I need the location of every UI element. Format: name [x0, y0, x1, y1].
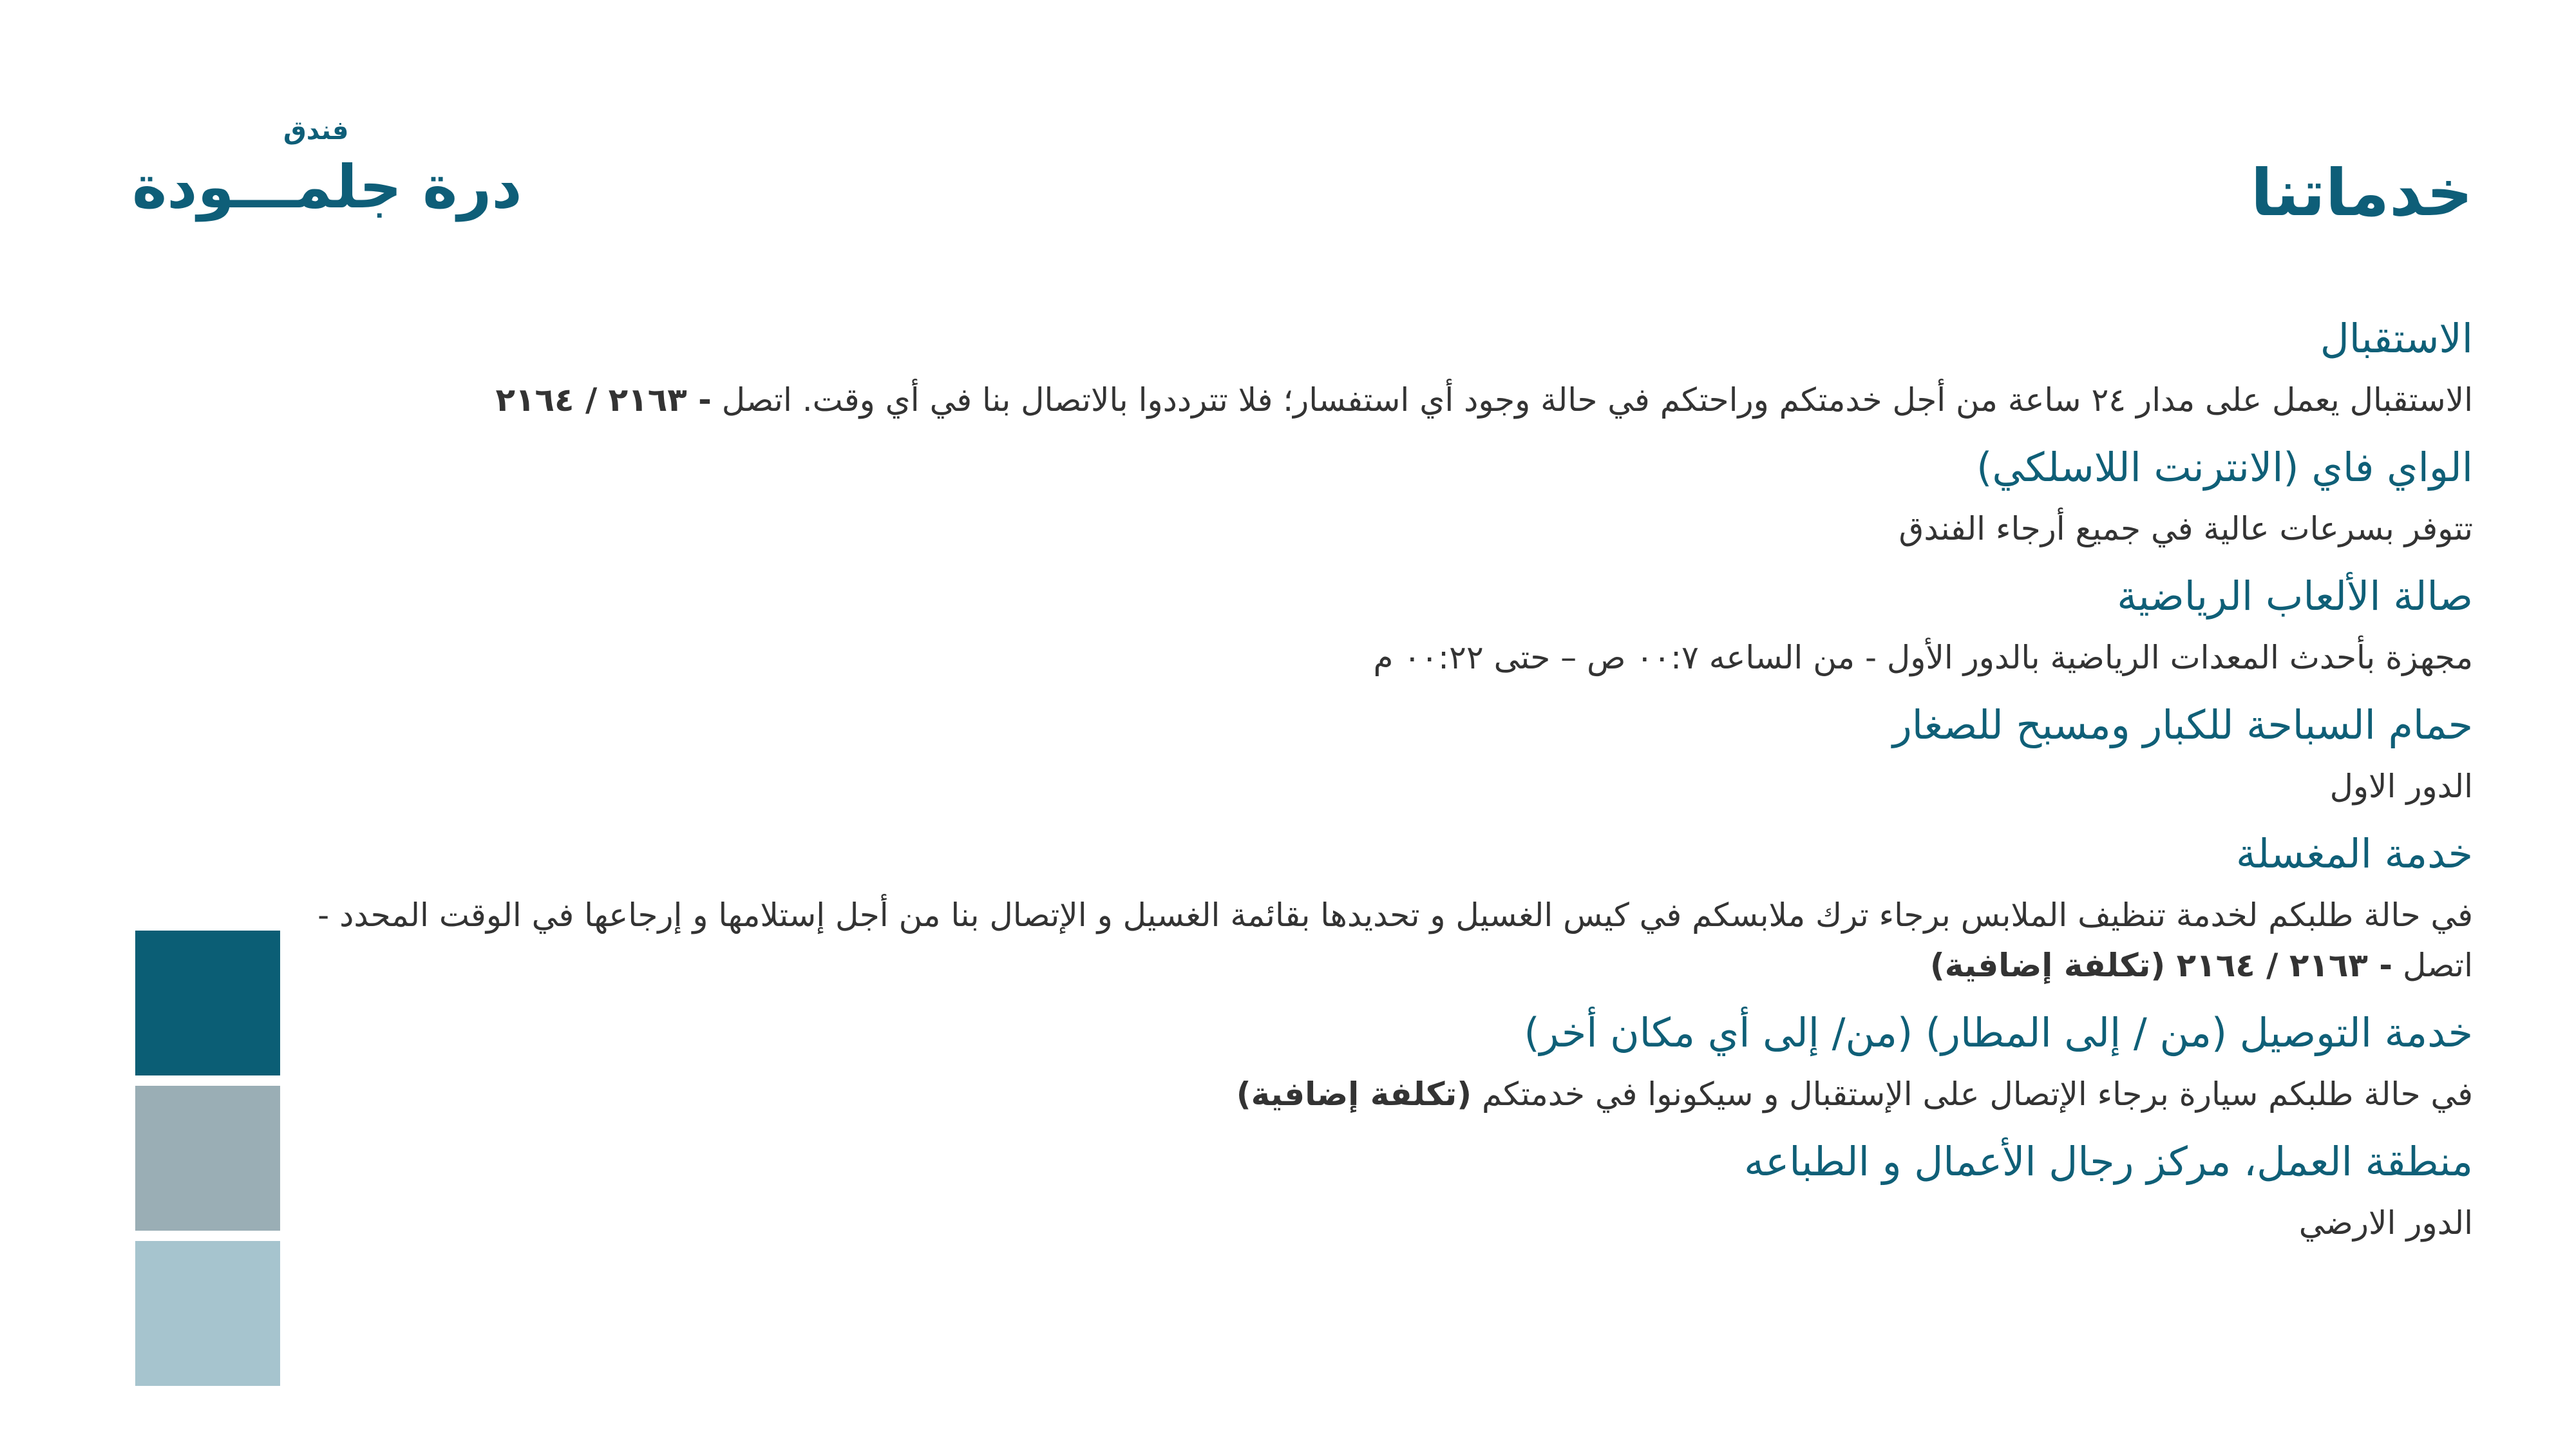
- service-description-text: في حالة طلبكم لخدمة تنظيف الملابس برجاء ترك ملابسكم في كيس الغسيل و تحديدها بقائمة الغسيل و الإتصال بنا من أجل إستلامها و إرجاعها في الوقت المحدد - اتصل: [317, 896, 2473, 984]
- logo-subtitle: فندق: [283, 116, 349, 146]
- service-title: حمام السباحة للكبار ومسبح للصغار: [1892, 701, 2473, 748]
- service-title: خدمة المغسلة: [2236, 830, 2473, 877]
- service-description-emphasis: (تكلفة إضافية): [1236, 1075, 1472, 1113]
- page-title: خدماتنا: [2250, 155, 2473, 231]
- color-swatch: [135, 1086, 280, 1231]
- service-item: [251, 818, 2473, 997]
- service-description: [251, 890, 2473, 997]
- service-description-text: في حالة طلبكم سيارة برجاء الإتصال على الإستقبال و سيكونوا في خدمتكم: [1472, 1075, 2473, 1113]
- service-description-text: الدور الاول: [2329, 768, 2473, 805]
- service-description: [251, 1198, 2473, 1255]
- service-title: صالة الألعاب الرياضية: [2117, 573, 2473, 620]
- service-description-emphasis: - ٢١٦٣ / ٢١٦٤: [495, 381, 712, 419]
- service-description: [251, 504, 2473, 560]
- service-item: [251, 303, 2473, 431]
- service-item: [251, 431, 2473, 560]
- service-item: [251, 689, 2473, 818]
- service-description-text: الاستقبال يعمل على مدار ٢٤ ساعة من أجل خدمتكم وراحتكم في حالة وجود أي استفسار؛ فلا تترددوا بالاتصال بنا في أي وقت. اتصل: [711, 381, 2473, 419]
- service-description: [251, 761, 2473, 818]
- hotel-logo: [132, 113, 522, 242]
- service-item: [251, 560, 2473, 689]
- service-item: [251, 1126, 2473, 1255]
- color-swatch: [135, 1241, 280, 1386]
- service-item: [251, 997, 2473, 1126]
- service-description-emphasis: - ٢١٦٣ / ٢١٦٤ (تكلفة إضافية): [1929, 947, 2393, 984]
- logo-name: درة جلمـــودة: [132, 153, 522, 222]
- service-description-text: الدور الارضي: [2298, 1204, 2473, 1242]
- service-description: [251, 1069, 2473, 1126]
- service-description: [251, 632, 2473, 689]
- color-swatches: [135, 931, 280, 1396]
- service-title: خدمة التوصيل (من / إلى المطار) (من/ إلى أي مكان أخر): [1524, 1009, 2473, 1056]
- service-description: [251, 375, 2473, 431]
- service-title: الاستقبال: [2320, 315, 2473, 362]
- color-swatch: [135, 931, 280, 1075]
- service-description-text: مجهزة بأحدث المعدات الرياضية بالدور الأول - من الساعه ٠٠:٧ ص – حتى ٠٠:٢٢ م: [1373, 639, 2473, 676]
- service-description-text: تتوفر بسرعات عالية في جميع أرجاء الفندق: [1899, 510, 2473, 547]
- service-title: منطقة العمل، مركز رجال الأعمال و الطباعه: [1744, 1138, 2473, 1185]
- services-list: [251, 303, 2473, 1255]
- service-title: الواي فاي (الانترنت اللاسلكي): [1976, 444, 2473, 491]
